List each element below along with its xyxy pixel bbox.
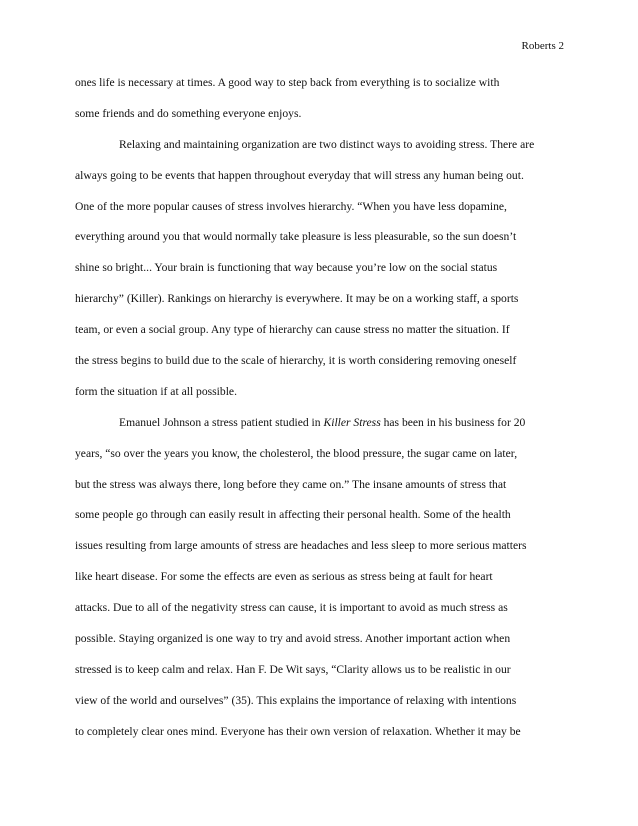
text-line: like heart disease. For some the effects are even as serious as stress being at fault for heart: [75, 570, 493, 584]
text-line: to completely clear ones mind. Everyone has their own version of relaxation. Whether it may be: [75, 724, 521, 738]
text-segment: has been in his business for 20: [380, 415, 526, 429]
paragraph-first-line: [75, 413, 570, 444]
text-line: years, “so over the years you know, the cholesterol, the blood pressure, the sugar came on later,: [75, 446, 518, 460]
text-line: hierarchy” (Killer). Rankings on hierarchy is everywhere. It may be on a working staff, a sports: [75, 292, 519, 306]
text-line: but the stress was always there, long before they came on.” The insane amounts of stress that: [75, 477, 507, 491]
paragraph-first-line: Relaxing and maintaining organization are two distinct ways to avoiding stress. There are: [119, 137, 535, 151]
text-line: shine so bright... Your brain is functioning that way because you’re low on the social status: [75, 261, 498, 275]
body-text: [75, 73, 570, 753]
text-line: team, or even a social group. Any type of hierarchy can cause stress no matter the situation. If: [75, 323, 510, 337]
text-line: form the situation if at all possible.: [75, 384, 237, 398]
text-line: attacks. Due to all of the negativity stress can cause, it is important to avoid as much stress as: [75, 601, 508, 615]
text-segment: Emanuel Johnson a stress patient studied in: [119, 415, 324, 429]
running-head: Roberts 2: [521, 40, 564, 52]
text-line: issues resulting from large amounts of stress are headaches and less sleep to more serious matters: [75, 539, 527, 553]
text-line: everything around you that would normally take pleasure is less pleasurable, so the sun doesn’t: [75, 230, 517, 244]
book-title: Killer Stress: [323, 415, 381, 429]
text-line: some friends and do something everyone enjoys.: [75, 106, 302, 120]
text-line: always going to be events that happen throughout everyday that will stress any human being out.: [75, 168, 524, 182]
text-line: possible. Staying organized is one way to try and avoid stress. Another important action when: [75, 632, 511, 646]
text-line: One of the more popular causes of stress involves hierarchy. “When you have less dopamine,: [75, 199, 507, 213]
text-line: view of the world and ourselves” (35). This explains the importance of relaxing with intentions: [75, 693, 517, 707]
text-line: some people go through can easily result in affecting their personal health. Some of the health: [75, 508, 511, 522]
text-line: stressed is to keep calm and relax. Han F. De Wit says, “Clarity allows us to be realistic in our: [75, 662, 511, 676]
text-line: ones life is necessary at times. A good way to step back from everything is to socialize with: [75, 76, 500, 89]
text-line: the stress begins to build due to the scale of hierarchy, it is worth considering removing oneself: [75, 354, 517, 368]
